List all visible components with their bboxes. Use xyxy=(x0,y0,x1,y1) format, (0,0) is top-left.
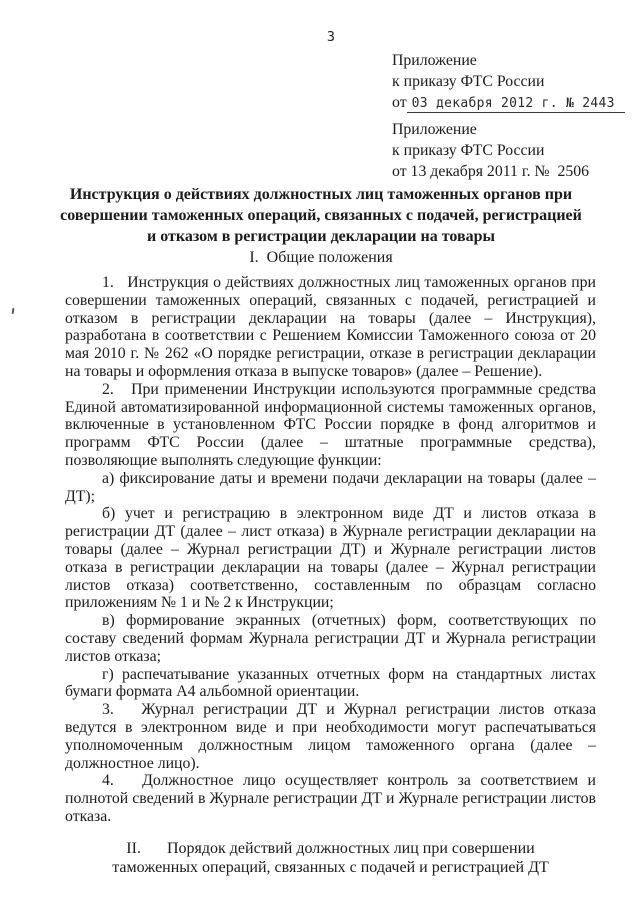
section-heading-procedure xyxy=(88,839,574,877)
date-prefix: от xyxy=(392,94,407,111)
annex-reference-2011 xyxy=(392,119,589,182)
annex-line: Приложение xyxy=(392,121,477,138)
annex-reference-2012 xyxy=(392,50,625,114)
typed-date-value: 03 декабря 2012 г. № 2443 xyxy=(407,96,625,113)
annex-line: к приказу ФТС России xyxy=(392,73,545,90)
annex-line: Приложение xyxy=(392,52,477,69)
subparagraph-v: в) формирование экранных (отчетных) форм, соответствующих по составу сведений формам Журнала регистрации ДТ и Журнала регистрации листов отказа; xyxy=(65,612,596,665)
page-number: 3 xyxy=(326,29,336,45)
annex-line: к приказу ФТС России xyxy=(392,142,545,159)
paragraph-3: 3. Журнал регистрации ДТ и Журнал регистрации листов отказа ведутся в электронном виде и при необходимости могут распечатываться уполномоченным должностным лицом таможенного органа (далее – должностное лицо). xyxy=(65,701,596,772)
subparagraph-b: б) учет и регистрацию в электронном виде ДТ и листов отказа в регистрации ДТ (далее – лист отказа) в Журнале регистрации декларации на товары (далее – Журнал регистрации ДТ) и Журнале регистрации листов отказа в регистрации декларации на товары (далее – Журнал регистрации листов отказа) соответственно, составленным по образцам согласно приложениям № 1 и № 2 к Инструкции; xyxy=(65,505,596,612)
scan-speck-artifact xyxy=(12,308,15,314)
paragraph-2: 2. При применении Инструкции используются программные средства Единой автоматизированной информационной системы таможенных органов, включенные в установленном ФТС России порядке в фонд алгоритмов и программ ФТС России (далее – штатные программные средства), позволяющие выполнять следующие функции: xyxy=(65,380,596,469)
document-body xyxy=(65,274,596,877)
section-title-text: Порядок действий должностных лиц при совершении таможенных операций, связанных с подачей и регистрацией ДТ xyxy=(112,839,549,876)
paragraph-4: 4. Должностное лицо осуществляет контроль за соответствием и полнотой сведений в Журнале регистрации ДТ и Журнале регистрации листов отказа. xyxy=(65,772,596,825)
annex-date-line xyxy=(392,92,625,114)
section-heading-general-provisions: I. Общие положения xyxy=(249,249,393,266)
subparagraph-g: г) распечатывание указанных отчетных форм на стандартных листах бумаги формата А4 альбомной ориентации. xyxy=(65,665,596,701)
paragraph-1: 1. Инструкция о действиях должностных лиц таможенных органов при совершении таможенных операций, связанных с подачей, регистрацией и отказом в регистрации декларации на товары (далее – Инструкция), разработана в соответствии с Решением Комиссии Таможенного союза от 20 мая 2010 г. № 262 «О порядке регистрации, отказе в регистрации декларации на товары и оформления отказа в выпуске товаров» (далее – Решение). xyxy=(65,274,596,380)
subparagraph-a: а) фиксирование даты и времени подачи декларации на товары (далее – ДТ); xyxy=(65,469,596,505)
document-title: Инструкция о действиях должностных лиц таможенных органов при совершении таможенных операций, связанных с подачей, регистрацией и отказом в регистрации декларации на товары xyxy=(60,186,582,245)
annex-line: от 13 декабря 2011 г. № 2506 xyxy=(392,163,590,180)
section-number: II. xyxy=(126,839,141,857)
